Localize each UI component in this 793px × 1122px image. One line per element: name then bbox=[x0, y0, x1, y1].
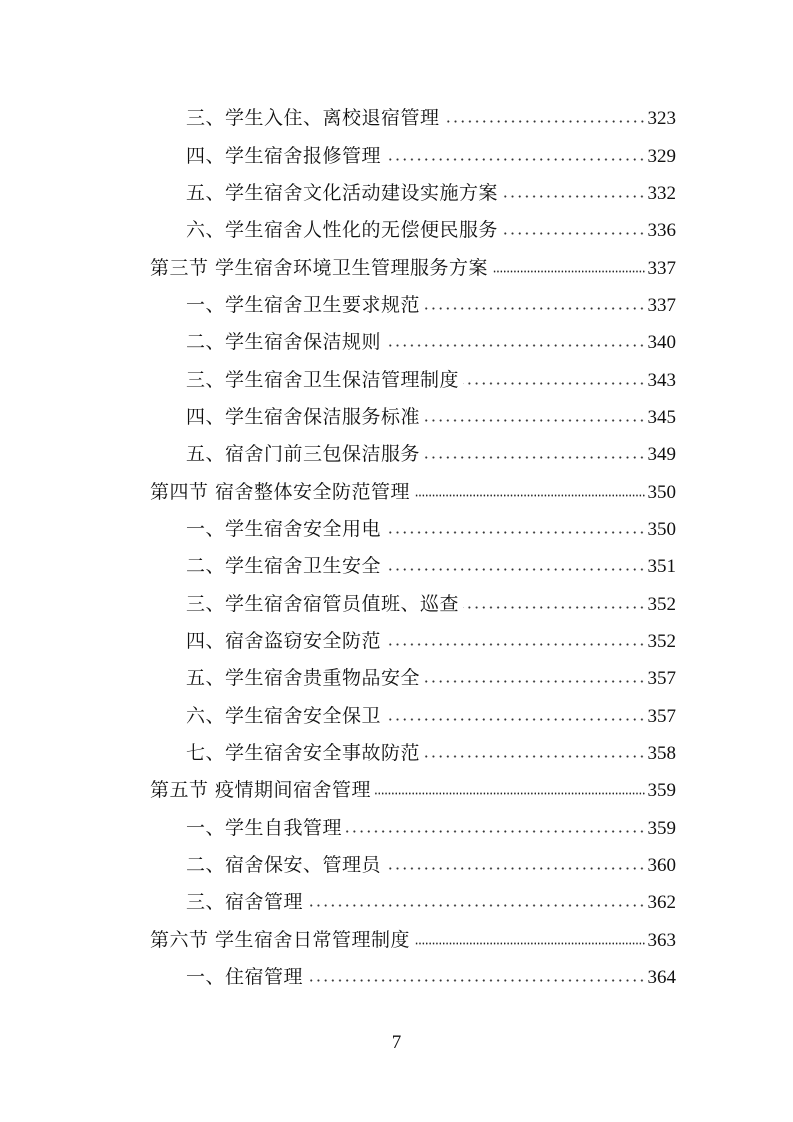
toc-dot-leader bbox=[385, 344, 645, 347]
toc-subsection-entry[interactable] bbox=[150, 884, 676, 921]
toc-subsection-entry[interactable] bbox=[150, 847, 676, 884]
toc-entry-page-number: 359 bbox=[647, 817, 676, 839]
toc-dot-leader bbox=[385, 568, 645, 571]
toc-section-entry[interactable] bbox=[150, 473, 676, 510]
toc-subsection-entry[interactable] bbox=[150, 287, 676, 324]
toc-dot-leader bbox=[502, 232, 645, 235]
toc-subsection-entry[interactable] bbox=[150, 548, 676, 585]
toc-entry-title: 三、学生宿舍卫生保洁管理制度 bbox=[186, 368, 460, 391]
toc-subsection-entry[interactable] bbox=[150, 959, 676, 996]
toc-subsection-entry[interactable] bbox=[150, 810, 676, 847]
toc-dot-leader bbox=[424, 680, 645, 683]
toc-entry-page-number: 351 bbox=[647, 556, 676, 578]
toc-subsection-entry[interactable] bbox=[150, 399, 676, 436]
toc-subsection-entry[interactable] bbox=[150, 698, 676, 735]
toc-entry-title: 第三节 学生宿舍环境卫生管理服务方案 bbox=[150, 256, 489, 279]
toc-entry-page-number: 337 bbox=[647, 257, 676, 279]
toc-entry-page-number: 349 bbox=[647, 444, 676, 466]
toc-entry-title: 五、学生宿舍贵重物品安全 bbox=[186, 667, 421, 690]
toc-entry-page-number: 350 bbox=[647, 518, 676, 540]
toc-entry-title: 一、学生宿舍安全用电 bbox=[186, 517, 382, 540]
table-of-contents bbox=[150, 100, 676, 996]
toc-entry-title: 六、学生宿舍人性化的无偿便民服务 bbox=[186, 219, 499, 242]
toc-entry-title: 三、宿舍管理 bbox=[186, 891, 304, 914]
toc-dot-leader bbox=[424, 419, 645, 422]
toc-entry-title: 三、学生宿舍宿管员值班、巡查 bbox=[186, 592, 460, 615]
toc-entry-page-number: 357 bbox=[647, 668, 676, 690]
toc-entry-page-number: 352 bbox=[647, 593, 676, 615]
toc-entry-page-number: 364 bbox=[647, 967, 676, 989]
toc-entry-page-number: 363 bbox=[647, 929, 676, 951]
toc-entry-title: 二、学生宿舍保洁规则 bbox=[186, 331, 382, 354]
toc-dot-leader bbox=[375, 792, 645, 795]
toc-dot-leader bbox=[307, 904, 645, 907]
toc-entry-title: 第六节 学生宿舍日常管理制度 bbox=[150, 928, 411, 951]
toc-subsection-entry[interactable] bbox=[150, 660, 676, 697]
toc-entry-title: 四、宿舍盗窃安全防范 bbox=[186, 629, 382, 652]
toc-subsection-entry[interactable] bbox=[150, 324, 676, 361]
toc-dot-leader bbox=[385, 718, 645, 721]
toc-subsection-entry[interactable] bbox=[150, 511, 676, 548]
toc-dot-leader bbox=[307, 979, 645, 982]
toc-entry-page-number: 337 bbox=[647, 294, 676, 316]
toc-dot-leader bbox=[502, 195, 645, 198]
toc-dot-leader bbox=[463, 606, 645, 609]
toc-entry-page-number: 362 bbox=[647, 892, 676, 914]
toc-subsection-entry[interactable] bbox=[150, 623, 676, 660]
toc-entry-title: 六、学生宿舍安全保卫 bbox=[186, 704, 382, 727]
page-number: 7 bbox=[391, 1032, 402, 1053]
toc-entry-title: 第四节 宿舍整体安全防范管理 bbox=[150, 480, 411, 503]
toc-subsection-entry[interactable] bbox=[150, 137, 676, 174]
toc-subsection-entry[interactable] bbox=[150, 735, 676, 772]
toc-entry-page-number: 352 bbox=[647, 630, 676, 652]
toc-entry-title: 五、宿舍门前三包保洁服务 bbox=[186, 443, 421, 466]
toc-dot-leader bbox=[424, 456, 645, 459]
toc-entry-page-number: 358 bbox=[647, 743, 676, 765]
toc-dot-leader bbox=[385, 158, 645, 161]
toc-entry-page-number: 329 bbox=[647, 145, 676, 167]
toc-subsection-entry[interactable] bbox=[150, 361, 676, 398]
toc-entry-title: 三、学生入住、离校退宿管理 bbox=[186, 107, 440, 130]
toc-entry-page-number: 350 bbox=[647, 481, 676, 503]
toc-entry-title: 一、住宿管理 bbox=[186, 966, 304, 989]
toc-entry-page-number: 345 bbox=[647, 406, 676, 428]
toc-entry-title: 二、学生宿舍卫生安全 bbox=[186, 555, 382, 578]
toc-entry-title: 第五节 疫情期间宿舍管理 bbox=[150, 779, 372, 802]
toc-section-entry[interactable] bbox=[150, 922, 676, 959]
toc-subsection-entry[interactable] bbox=[150, 175, 676, 212]
toc-subsection-entry[interactable] bbox=[150, 212, 676, 249]
toc-dot-leader bbox=[444, 120, 646, 123]
toc-entry-page-number: 343 bbox=[647, 369, 676, 391]
toc-entry-page-number: 323 bbox=[647, 108, 676, 130]
toc-entry-title: 二、宿舍保安、管理员 bbox=[186, 854, 382, 877]
toc-dot-leader bbox=[463, 382, 645, 385]
toc-entry-page-number: 340 bbox=[647, 332, 676, 354]
toc-entry-title: 一、学生自我管理 bbox=[186, 816, 343, 839]
toc-entry-page-number: 359 bbox=[647, 780, 676, 802]
toc-entry-title: 五、学生宿舍文化活动建设实施方案 bbox=[186, 181, 499, 204]
toc-entry-page-number: 336 bbox=[647, 220, 676, 242]
toc-dot-leader bbox=[414, 494, 645, 497]
toc-dot-leader bbox=[424, 755, 645, 758]
toc-dot-leader bbox=[492, 270, 645, 273]
toc-dot-leader bbox=[346, 830, 645, 833]
toc-section-entry[interactable] bbox=[150, 249, 676, 286]
toc-entry-title: 一、学生宿舍卫生要求规范 bbox=[186, 293, 421, 316]
toc-entry-title: 七、学生宿舍安全事故防范 bbox=[186, 742, 421, 765]
toc-dot-leader bbox=[414, 942, 645, 945]
toc-entry-page-number: 332 bbox=[647, 182, 676, 204]
toc-subsection-entry[interactable] bbox=[150, 100, 676, 137]
toc-entry-title: 四、学生宿舍保洁服务标准 bbox=[186, 405, 421, 428]
toc-dot-leader bbox=[385, 643, 645, 646]
toc-entry-page-number: 357 bbox=[647, 705, 676, 727]
toc-subsection-entry[interactable] bbox=[150, 436, 676, 473]
toc-dot-leader bbox=[385, 867, 645, 870]
toc-section-entry[interactable] bbox=[150, 772, 676, 809]
toc-dot-leader bbox=[424, 307, 645, 310]
toc-dot-leader bbox=[385, 531, 645, 534]
toc-entry-title: 四、学生宿舍报修管理 bbox=[186, 144, 382, 167]
toc-subsection-entry[interactable] bbox=[150, 585, 676, 622]
toc-entry-page-number: 360 bbox=[647, 855, 676, 877]
